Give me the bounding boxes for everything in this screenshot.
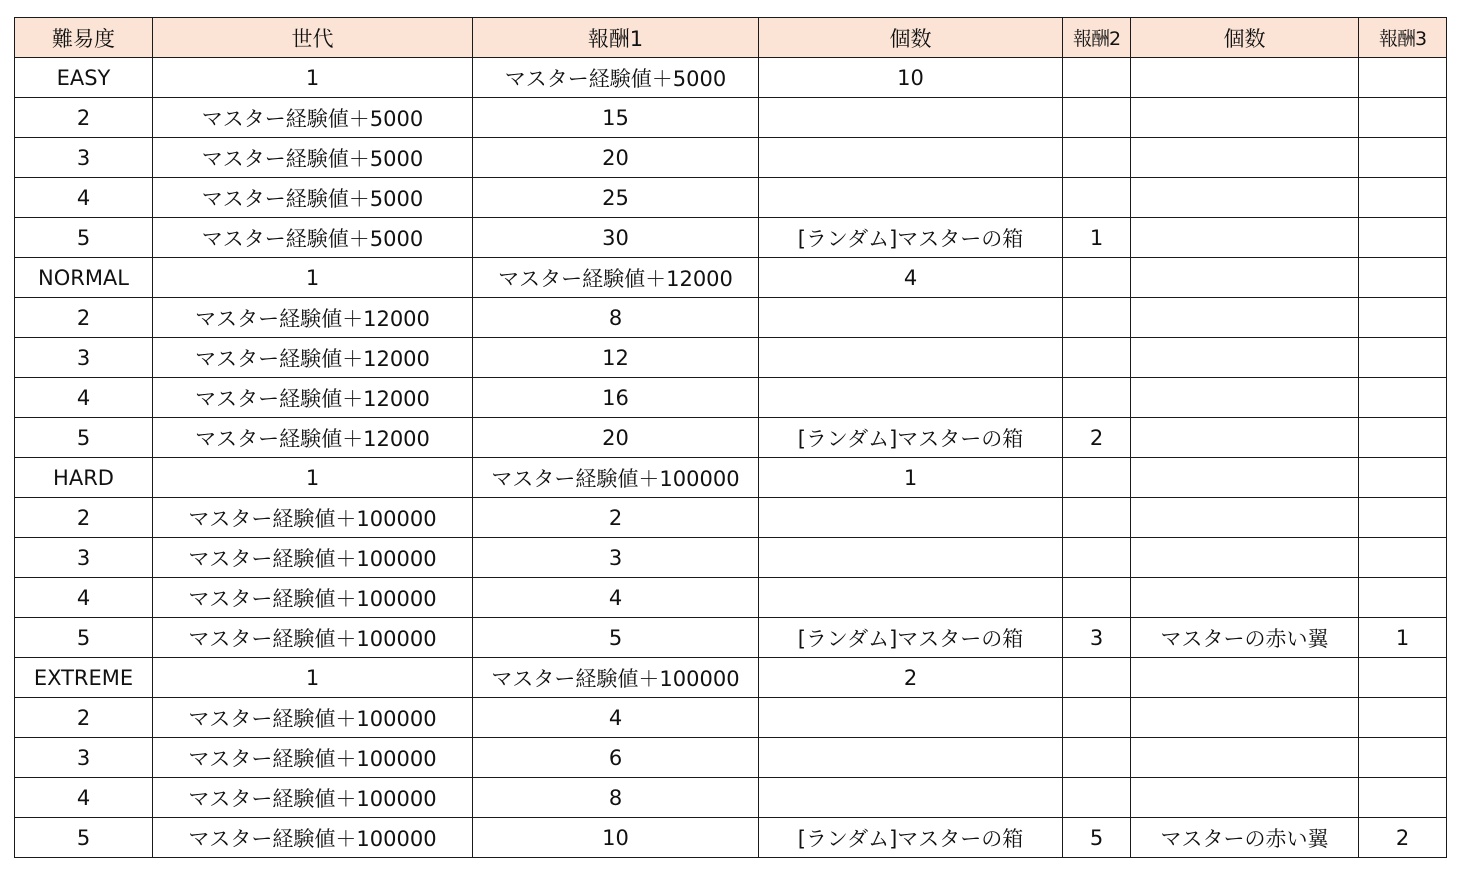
cell-col-5 — [1063, 338, 1131, 378]
table-row — [15, 338, 1447, 378]
cell-col-6 — [1131, 58, 1359, 98]
cell-col-4 — [759, 738, 1063, 778]
table-row — [15, 138, 1447, 178]
cell-col-6: マスターの赤い翼 — [1131, 618, 1359, 658]
cell-col-6 — [1131, 698, 1359, 738]
cell-col-7 — [1359, 458, 1447, 498]
table-row — [15, 618, 1447, 658]
cell-col-5 — [1063, 258, 1131, 298]
cell-col-4 — [759, 578, 1063, 618]
cell-col-4: 1 — [759, 458, 1063, 498]
cell-col-3: マスター経験値＋5000 — [473, 58, 759, 98]
cell-col-6 — [1131, 778, 1359, 818]
cell-col-1: 5 — [15, 218, 153, 258]
cell-col-7 — [1359, 378, 1447, 418]
cell-col-7 — [1359, 138, 1447, 178]
cell-col-3: 2 — [473, 498, 759, 538]
cell-col-2: 1 — [153, 258, 473, 298]
header-reward-2: 報酬2 — [1063, 18, 1131, 58]
cell-col-3: 30 — [473, 218, 759, 258]
cell-col-3: 25 — [473, 178, 759, 218]
cell-col-4: [ランダム]マスターの箱 — [759, 618, 1063, 658]
cell-col-1: EASY — [15, 58, 153, 98]
cell-col-3: 10 — [473, 818, 759, 858]
cell-col-2: マスター経験値＋5000 — [153, 98, 473, 138]
cell-col-7 — [1359, 738, 1447, 778]
cell-col-7 — [1359, 98, 1447, 138]
cell-col-1: HARD — [15, 458, 153, 498]
cell-col-1: 3 — [15, 338, 153, 378]
cell-col-5 — [1063, 538, 1131, 578]
cell-col-5 — [1063, 738, 1131, 778]
cell-col-1: 2 — [15, 498, 153, 538]
cell-col-7 — [1359, 698, 1447, 738]
cell-col-7 — [1359, 658, 1447, 698]
cell-col-3: 16 — [473, 378, 759, 418]
cell-col-4: 4 — [759, 258, 1063, 298]
cell-col-6 — [1131, 258, 1359, 298]
cell-col-6 — [1131, 458, 1359, 498]
cell-col-7 — [1359, 298, 1447, 338]
table-row — [15, 458, 1447, 498]
cell-col-2: マスター経験値＋100000 — [153, 538, 473, 578]
cell-col-2: マスター経験値＋100000 — [153, 698, 473, 738]
cell-col-6 — [1131, 298, 1359, 338]
reward-table — [14, 17, 1447, 858]
cell-col-3: 20 — [473, 138, 759, 178]
table-row — [15, 418, 1447, 458]
cell-col-6 — [1131, 738, 1359, 778]
cell-col-2: マスター経験値＋12000 — [153, 338, 473, 378]
table-row — [15, 298, 1447, 338]
table-row — [15, 378, 1447, 418]
cell-col-7: 2 — [1359, 818, 1447, 858]
cell-col-7 — [1359, 578, 1447, 618]
cell-col-3: 4 — [473, 578, 759, 618]
cell-col-2: マスター経験値＋5000 — [153, 218, 473, 258]
cell-col-5 — [1063, 98, 1131, 138]
cell-col-6 — [1131, 378, 1359, 418]
cell-col-7 — [1359, 218, 1447, 258]
cell-col-1: 4 — [15, 578, 153, 618]
cell-col-7: 1 — [1359, 618, 1447, 658]
cell-col-4: [ランダム]マスターの箱 — [759, 818, 1063, 858]
cell-col-2: マスター経験値＋100000 — [153, 738, 473, 778]
cell-col-2: マスター経験値＋12000 — [153, 298, 473, 338]
cell-col-6 — [1131, 418, 1359, 458]
header-count-2: 個数 — [1131, 18, 1359, 58]
cell-col-2: マスター経験値＋100000 — [153, 778, 473, 818]
cell-col-1: NORMAL — [15, 258, 153, 298]
table-row — [15, 578, 1447, 618]
header-reward-1: 報酬1 — [473, 18, 759, 58]
cell-col-5 — [1063, 698, 1131, 738]
cell-col-1: 3 — [15, 138, 153, 178]
cell-col-2: マスター経験値＋100000 — [153, 578, 473, 618]
cell-col-6 — [1131, 658, 1359, 698]
cell-col-7 — [1359, 178, 1447, 218]
table-row — [15, 658, 1447, 698]
cell-col-4: 10 — [759, 58, 1063, 98]
cell-col-3: 12 — [473, 338, 759, 378]
cell-col-5 — [1063, 138, 1131, 178]
cell-col-2: 1 — [153, 658, 473, 698]
cell-col-4 — [759, 178, 1063, 218]
table-row — [15, 178, 1447, 218]
header-difficulty: 難易度 — [15, 18, 153, 58]
cell-col-5: 2 — [1063, 418, 1131, 458]
cell-col-6 — [1131, 178, 1359, 218]
table-row — [15, 778, 1447, 818]
cell-col-5: 3 — [1063, 618, 1131, 658]
cell-col-5 — [1063, 58, 1131, 98]
table-row — [15, 258, 1447, 298]
table-row — [15, 738, 1447, 778]
cell-col-7 — [1359, 338, 1447, 378]
cell-col-2: マスター経験値＋100000 — [153, 618, 473, 658]
cell-col-2: マスター経験値＋5000 — [153, 178, 473, 218]
cell-col-6 — [1131, 138, 1359, 178]
cell-col-3: 8 — [473, 298, 759, 338]
cell-col-3: マスター経験値＋12000 — [473, 258, 759, 298]
cell-col-6 — [1131, 218, 1359, 258]
cell-col-5: 1 — [1063, 218, 1131, 258]
cell-col-7 — [1359, 418, 1447, 458]
cell-col-5 — [1063, 658, 1131, 698]
cell-col-3: 5 — [473, 618, 759, 658]
cell-col-1: 3 — [15, 538, 153, 578]
cell-col-3: 6 — [473, 738, 759, 778]
cell-col-5 — [1063, 778, 1131, 818]
cell-col-2: マスター経験値＋100000 — [153, 498, 473, 538]
cell-col-1: 4 — [15, 178, 153, 218]
cell-col-6 — [1131, 538, 1359, 578]
cell-col-1: EXTREME — [15, 658, 153, 698]
cell-col-2: マスター経験値＋5000 — [153, 138, 473, 178]
cell-col-4 — [759, 498, 1063, 538]
cell-col-1: 4 — [15, 378, 153, 418]
cell-col-3: 4 — [473, 698, 759, 738]
cell-col-5: 5 — [1063, 818, 1131, 858]
cell-col-2: 1 — [153, 458, 473, 498]
header-count-1: 個数 — [759, 18, 1063, 58]
cell-col-4: [ランダム]マスターの箱 — [759, 418, 1063, 458]
table-row — [15, 98, 1447, 138]
cell-col-4 — [759, 538, 1063, 578]
cell-col-2: マスター経験値＋12000 — [153, 378, 473, 418]
cell-col-4: [ランダム]マスターの箱 — [759, 218, 1063, 258]
header-generation: 世代 — [153, 18, 473, 58]
table-body — [15, 58, 1447, 858]
cell-col-7 — [1359, 498, 1447, 538]
cell-col-5 — [1063, 298, 1131, 338]
cell-col-4 — [759, 338, 1063, 378]
cell-col-3: 3 — [473, 538, 759, 578]
cell-col-6 — [1131, 578, 1359, 618]
cell-col-5 — [1063, 458, 1131, 498]
cell-col-2: 1 — [153, 58, 473, 98]
cell-col-3: 20 — [473, 418, 759, 458]
cell-col-1: 2 — [15, 98, 153, 138]
cell-col-7 — [1359, 538, 1447, 578]
cell-col-5 — [1063, 178, 1131, 218]
cell-col-4 — [759, 298, 1063, 338]
cell-col-1: 5 — [15, 618, 153, 658]
cell-col-6 — [1131, 498, 1359, 538]
cell-col-7 — [1359, 778, 1447, 818]
cell-col-1: 5 — [15, 818, 153, 858]
cell-col-1: 2 — [15, 698, 153, 738]
cell-col-1: 5 — [15, 418, 153, 458]
header-reward-3: 報酬3 — [1359, 18, 1447, 58]
cell-col-4 — [759, 98, 1063, 138]
cell-col-5 — [1063, 498, 1131, 538]
cell-col-3: マスター経験値＋100000 — [473, 658, 759, 698]
cell-col-4 — [759, 378, 1063, 418]
cell-col-2: マスター経験値＋12000 — [153, 418, 473, 458]
cell-col-6 — [1131, 338, 1359, 378]
table-row — [15, 538, 1447, 578]
cell-col-4 — [759, 698, 1063, 738]
cell-col-3: マスター経験値＋100000 — [473, 458, 759, 498]
cell-col-5 — [1063, 378, 1131, 418]
table-row — [15, 698, 1447, 738]
cell-col-4 — [759, 778, 1063, 818]
cell-col-3: 15 — [473, 98, 759, 138]
cell-col-1: 2 — [15, 298, 153, 338]
cell-col-7 — [1359, 58, 1447, 98]
table-row — [15, 58, 1447, 98]
cell-col-4 — [759, 138, 1063, 178]
cell-col-4: 2 — [759, 658, 1063, 698]
cell-col-1: 4 — [15, 778, 153, 818]
cell-col-3: 8 — [473, 778, 759, 818]
cell-col-5 — [1063, 578, 1131, 618]
cell-col-1: 3 — [15, 738, 153, 778]
cell-col-2: マスター経験値＋100000 — [153, 818, 473, 858]
table-row — [15, 218, 1447, 258]
table-row — [15, 498, 1447, 538]
cell-col-6 — [1131, 98, 1359, 138]
header-row — [15, 18, 1447, 58]
table-row — [15, 818, 1447, 858]
cell-col-6: マスターの赤い翼 — [1131, 818, 1359, 858]
cell-col-7 — [1359, 258, 1447, 298]
